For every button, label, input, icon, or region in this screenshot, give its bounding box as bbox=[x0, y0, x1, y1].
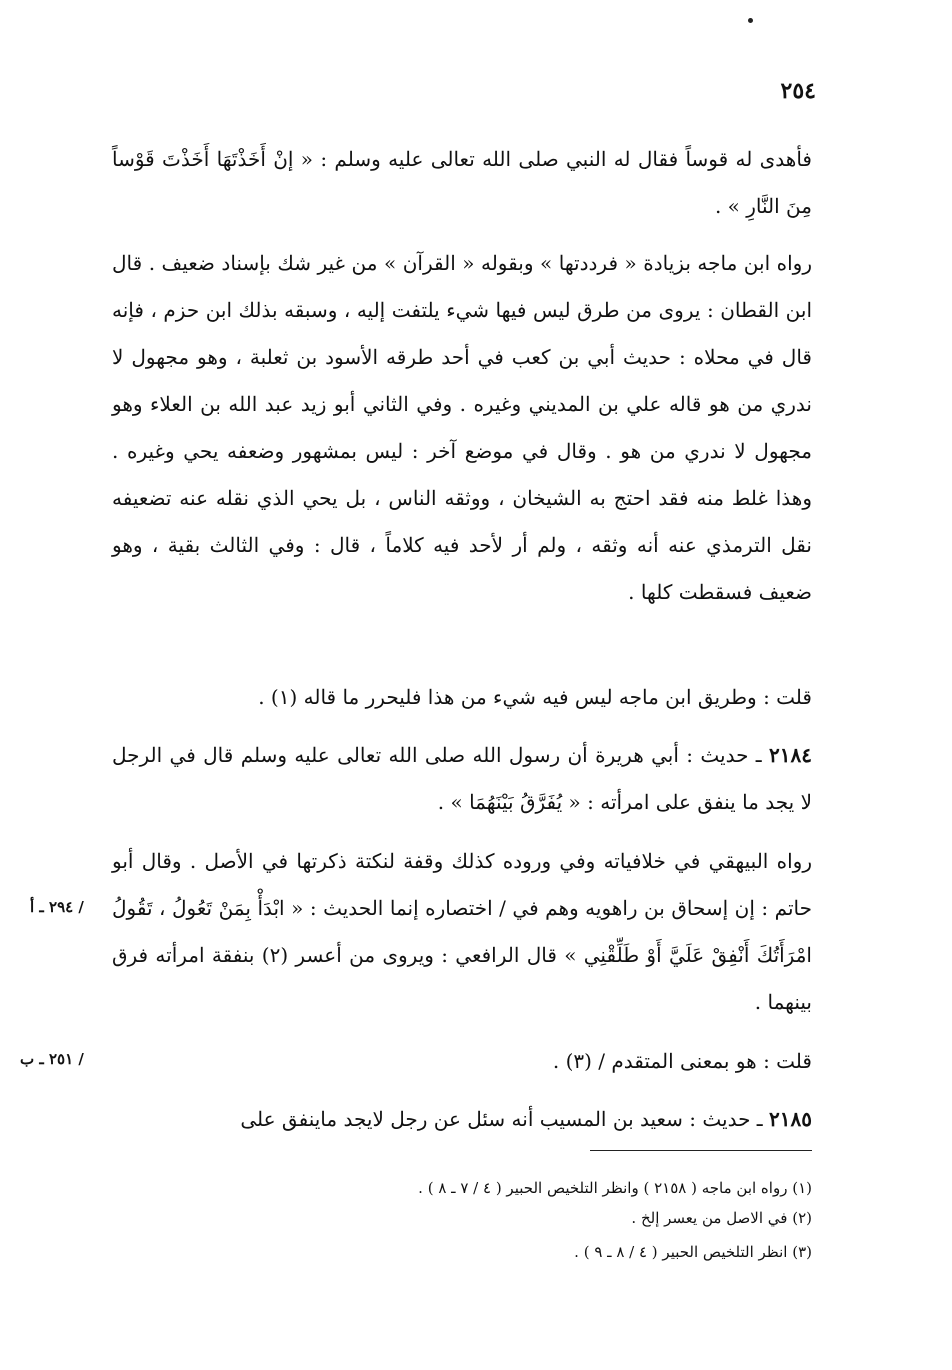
hadith-number-2184: ٢١٨٤ bbox=[769, 743, 812, 767]
paragraph-3: قلت : وطريق ابن ماجه ليس فيه شيء من هذا فليحرر ما قاله (١) . bbox=[258, 685, 812, 709]
paragraph-6: قلت : هو بمعنى المتقدم / (٣) . bbox=[552, 1049, 812, 1073]
margin-note-251b: / ٢٥١ ـ ب bbox=[20, 1050, 84, 1068]
hadith-2185 bbox=[112, 1096, 812, 1143]
footnote-1: (١) رواه ابن ماجه ( ٢١٥٨ ) وانظر التلخيص الحبير ( ٤ / ٧ ـ ٨ ) . bbox=[418, 1179, 812, 1197]
footnote-3: (٣) انظر التلخيص الحبير ( ٤ / ٨ ـ ٩ ) . bbox=[574, 1243, 812, 1261]
hadith-2185-text: ـ حديث : سعيد بن المسيب أنه سئل عن رجل لايجد ماينفق على bbox=[240, 1107, 770, 1131]
paragraph-1: فأهدى له قوساً فقال له النبي صلى الله تعالى عليه وسلم : « إنْ أَخَذْتَهَا أَخَذْتَ قَوْساً مِنَ النَّارِ » . bbox=[112, 147, 812, 218]
hadith-2184-text: ـ حديث : أبي هريرة أن رسول الله صلى الله تعالى عليه وسلم قال في الرجل لا يجد ما ينفق على امرأته : « يُفَرَّقُ بَيْنَهُمَا » . bbox=[112, 743, 812, 814]
margin-note-294a: / ٢٩٤ ـ أ bbox=[30, 898, 84, 916]
hadith-2184 bbox=[112, 732, 812, 826]
footnote-2: (٢) في الاصل من يعسر إلخ . bbox=[631, 1209, 812, 1227]
page-number: ٢٥٤ bbox=[780, 78, 816, 104]
footnote-separator bbox=[590, 1150, 812, 1151]
paragraph-2: رواه ابن ماجه بزيادة « فرددتها » وبقوله « القرآن » من غير شك بإسناد ضعيف . قال ابن القطان : يروى من طرق ليس فيها شيء يلتفت إليه ، وسبقه بذلك ابن حزم ، فإنه قال في محلاه : حديث أبي بن كعب في أحد طرقه الأسود بن ثعلبة ، وهو مجهول لا ندري من هو قاله علي بن المديني وغيره . وفي الثاني أبو زيد عبد الله بن العلاء وهو مجهول لا ندري من هو . وقال في موضع آخر : ليس بمشهور وضعفه يحي وغيره . وهذا غلط منه فقد احتج به الشيخان ، ووثقه الناس ، بل يحي الذي نقله عنه تضعيفه نقل الترمذي عنه أنه وثقه ، ولم أر لأحد فيه كلاماً ، قال : وفي الثالث بقية ، وهو ضعيف فسقطت كلها . bbox=[112, 251, 812, 604]
paragraph-5: رواه البيهقي في خلافياته وفي وروده كذلك وقفة لنكتة ذكرتها في الأصل . وقال أبو حاتم : إن إسحاق بن راهويه وهم في / اختصاره إنما الحديث : « ابْدَأْ بِمَنْ تَعُولُ ، تَقُولُ امْرَأَتُكَ أَنْفِقْ عَلَيَّ أَوْ طَلِّقْنِي » قال الرافعي : ويروى من أعسر (٢) بنفقة امرأته فرق بينهما . bbox=[112, 849, 812, 1014]
hadith-number-2185: ٢١٨٥ bbox=[769, 1107, 812, 1131]
ink-dot bbox=[748, 18, 753, 23]
